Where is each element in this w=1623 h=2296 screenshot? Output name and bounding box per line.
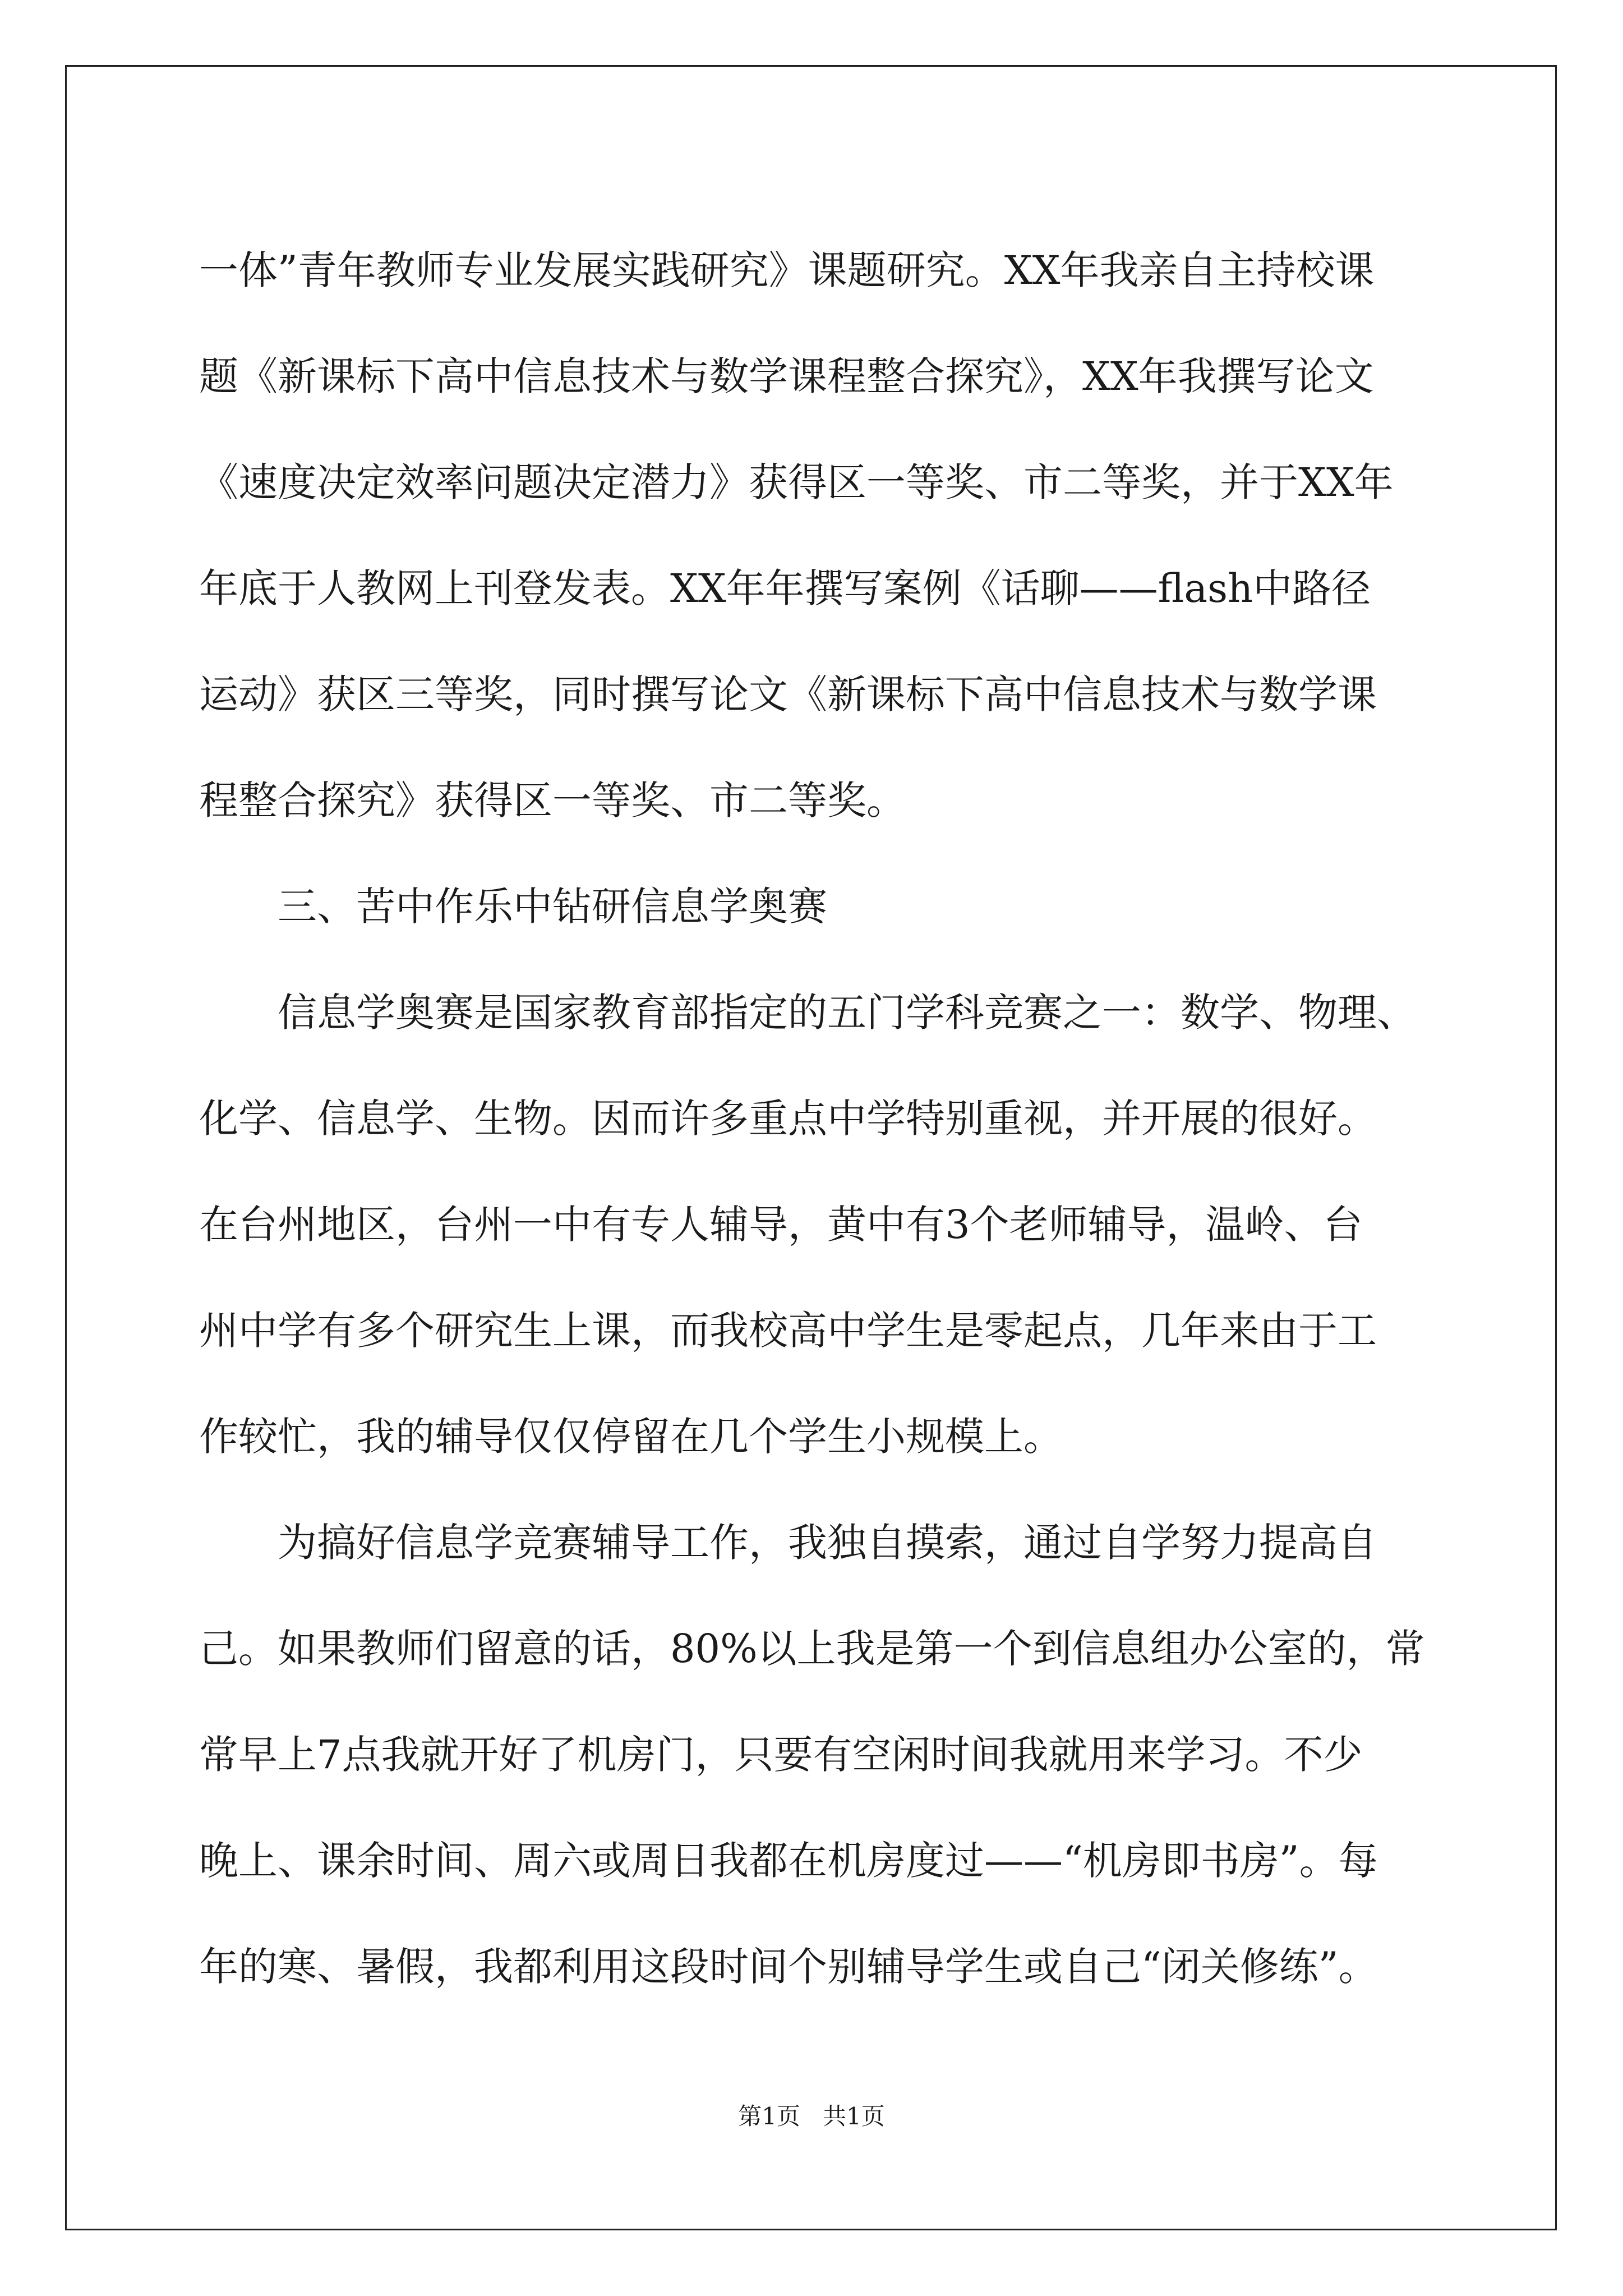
- text-line: 运动》获区三等奖，同时撰写论文《新课标下高中信息技术与数学课: [199, 671, 1377, 717]
- text-line: 州中学有多个研究生上课，而我校高中学生是零起点，几年来由于工: [199, 1308, 1377, 1354]
- text-line: 晚上、课余时间、周六或周日我都在机房度过——“机房即书房”。每: [199, 1838, 1378, 1884]
- text-line: 作较忙，我的辅导仅仅停留在几个学生小规模上。: [199, 1414, 1063, 1460]
- text-line: 题《新课标下高中信息技术与数学课程整合探究》，XX年我撰写论文: [199, 353, 1374, 399]
- text-line: 《速度决定效率问题决定潜力》获得区一等奖、市二等奖，并于XX年: [199, 459, 1394, 505]
- page-total: 共1页: [823, 2102, 885, 2130]
- page-footer: [0, 2098, 1623, 2132]
- text-line: 年的寒、暑假，我都利用这段时间个别辅导学生或自己“闭关修练”。: [199, 1944, 1378, 1990]
- page-number: 第1页: [738, 2102, 800, 2130]
- text-line: 一体”青年教师专业发展实践研究》课题研究。XX年我亲自主持校课: [199, 247, 1375, 293]
- document-body: [199, 218, 1433, 2020]
- text-line: 己。如果教师们留意的话，80%以上我是第一个到信息组办公室的，常: [199, 1626, 1425, 1672]
- footer-gap: [800, 2102, 823, 2130]
- text-line: 三、苦中作乐中钻研信息学奥赛: [278, 884, 827, 930]
- text-line: 为搞好信息学竞赛辅导工作，我独自摸索，通过自学努力提高自: [278, 1520, 1377, 1566]
- text-line: 年底于人教网上刊登发表。XX年年撰写案例《话聊——flash中路径: [199, 565, 1371, 611]
- text-line: 程整合探究》获得区一等奖、市二等奖。: [199, 777, 906, 823]
- text-line: 化学、信息学、生物。因而许多重点中学特别重视，并开展的很好。: [199, 1096, 1377, 1142]
- text-line: 在台州地区，台州一中有专人辅导，黄中有3个老师辅导，温岭、台: [199, 1202, 1363, 1248]
- text-line: 常早上7点我就开好了机房门，只要有空闲时间我就用来学习。不少: [199, 1732, 1363, 1778]
- text-line: 信息学奥赛是国家教育部指定的五门学科竞赛之一：数学、物理、: [278, 990, 1416, 1036]
